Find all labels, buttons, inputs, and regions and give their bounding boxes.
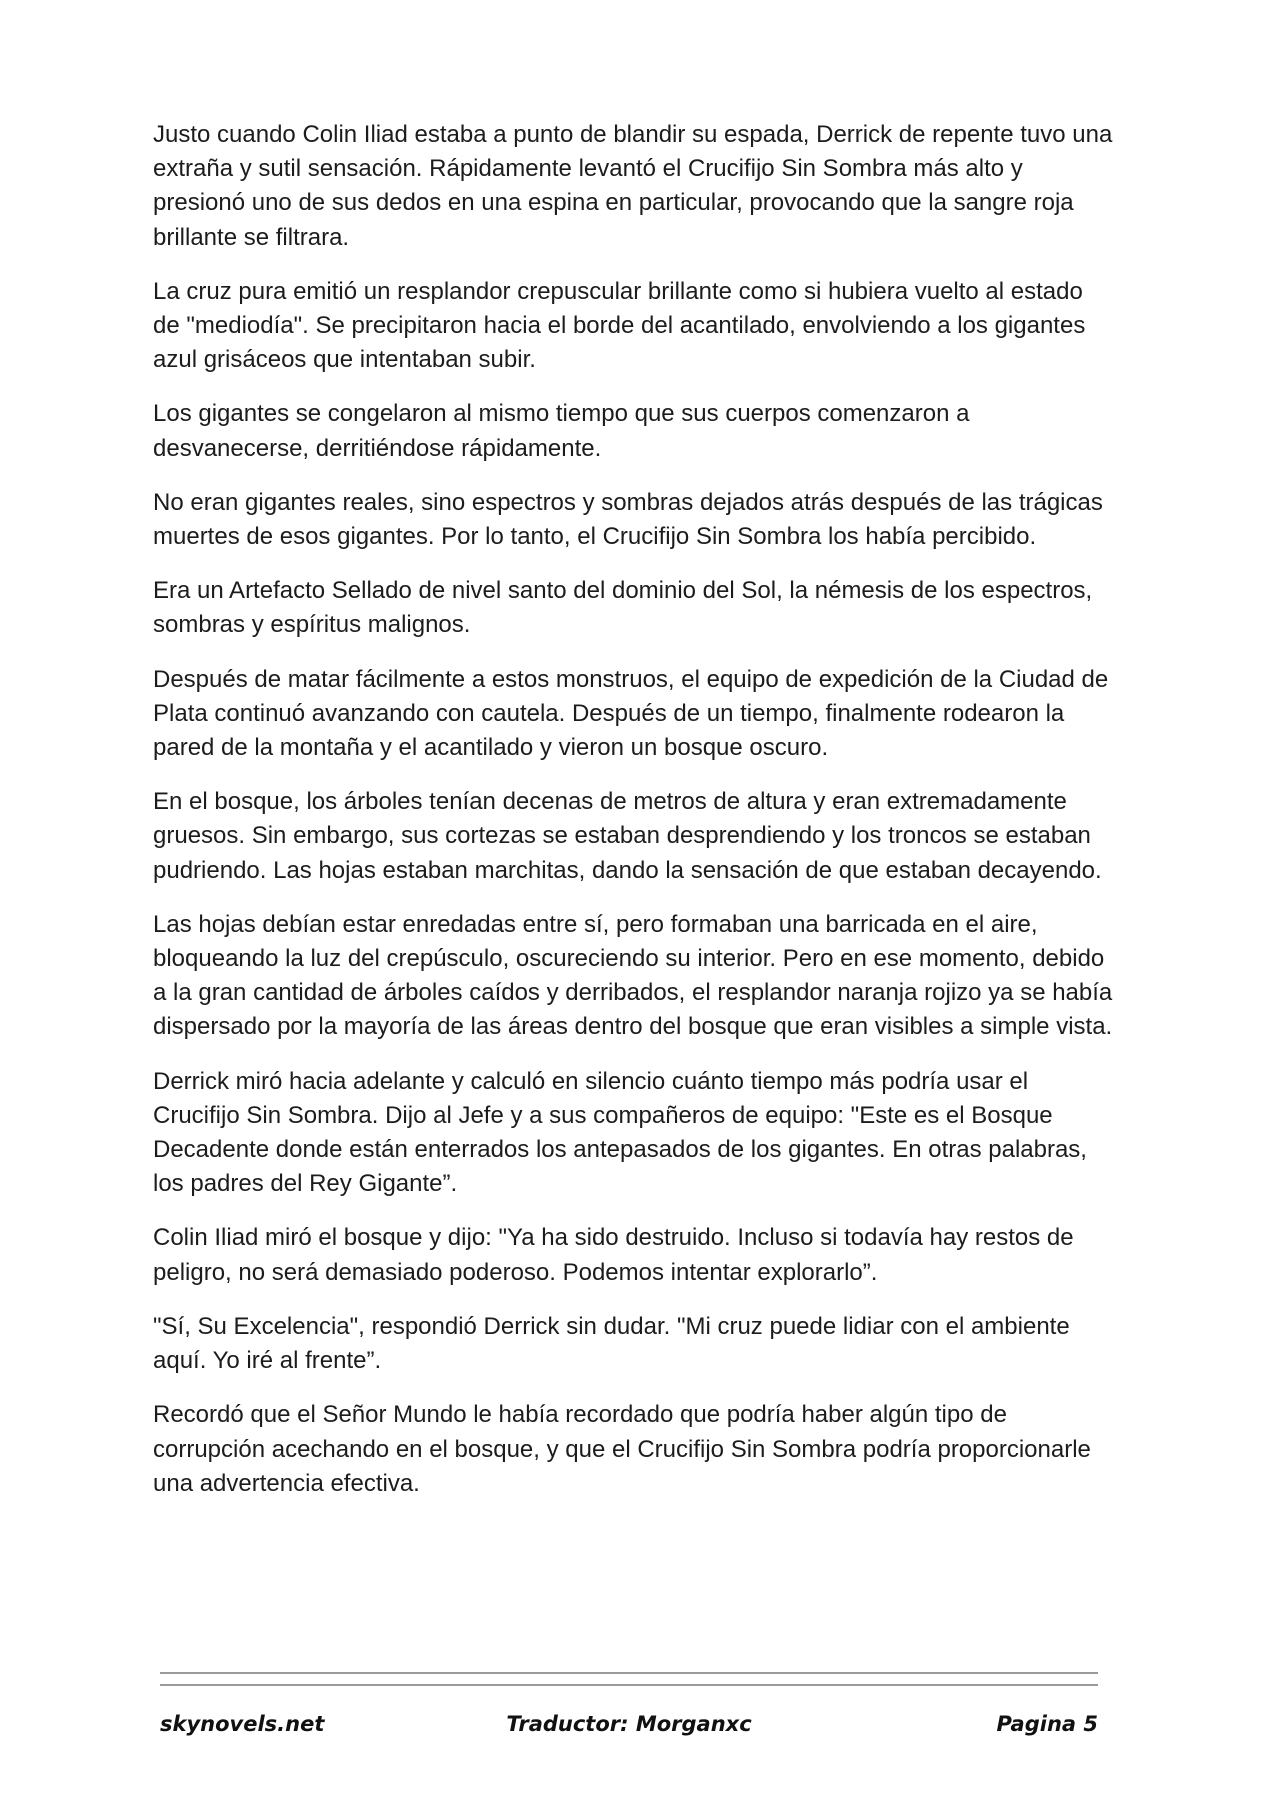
paragraph-4: No eran gigantes reales, sino espectros y sombras dejados atrás después de las trágicas muertes de esos gigantes. Por lo tanto, el Crucifijo Sin Sombra los había percibido.: [153, 488, 1103, 551]
footer-divider-top: [160, 1672, 1098, 1674]
footer-page-number: Pagina 5: [996, 1712, 1098, 1736]
footer-divider-bottom: [160, 1684, 1098, 1686]
footer-translator: Traductor: Morganxc: [506, 1712, 752, 1736]
paragraph-9: Derrick miró hacia adelante y calculó en silencio cuánto tiempo más podría usar el Crucifijo Sin Sombra. Dijo al Jefe y a sus compañeros de equipo: "Este es el Bosque Decadente donde están enterrados los antepasados de los gigantes. En otras palabras, los padres del Rey Gigante”.: [153, 1067, 1087, 1198]
paragraph-10: Colin Iliad miró el bosque y dijo: "Ya ha sido destruido. Incluso si todavía hay restos de peligro, no será demasiado poderoso. Podemos intentar explorarlo”.: [153, 1224, 1074, 1286]
paragraph-7: En el bosque, los árboles tenían decenas de metros de altura y eran extremadamente gruesos. Sin embargo, sus cortezas se estaban desprendiendo y los troncos se estaban pudriendo. Las hojas estaban marchitas, dando la sensación de que estaban decayendo.: [153, 788, 1102, 884]
footer-site: skynovels.net: [160, 1712, 325, 1736]
paragraph-1: Justo cuando Colin Iliad estaba a punto de blandir su espada, Derrick de repente tuvo una extraña y sutil sensación. Rápidamente levantó el Crucifijo Sin Sombra más alto y presionó uno de sus dedos en una espina en particular, provocando que la sangre roja brillante se filtrara.: [153, 121, 1113, 251]
paragraph-5: Era un Artefacto Sellado de nivel santo del dominio del Sol, la némesis de los espectros, sombras y espíritus malignos.: [153, 577, 1093, 639]
paragraph-3: Los gigantes se congelaron al mismo tiempo que sus cuerpos comenzaron a desvanecerse, derritiéndose rápidamente.: [153, 400, 970, 462]
paragraph-11: "Sí, Su Excelencia", respondió Derrick sin dudar. "Mi cruz puede lidiar con el ambiente aquí. Yo iré al frente”.: [153, 1312, 1070, 1375]
paragraph-8: Las hojas debían estar enredadas entre sí, pero formaban una barricada en el aire, bloqueando la luz del crepúsculo, oscureciendo su interior. Pero en ese momento, debido a la gran cantidad de árboles caídos y derribados, el resplandor naranja rojizo ya se había dispersado por la mayoría de las áreas dentro del bosque que eran visibles a simple vista.: [153, 910, 1113, 1041]
body-text: [153, 118, 1113, 1521]
page-footer: [160, 1712, 1098, 1742]
paragraph-6: Después de matar fácilmente a estos monstruos, el equipo de expedición de la Ciudad de Plata continuó avanzando con cautela. Después de un tiempo, finalmente rodearon la pared de la montaña y el acantilado y vieron un bosque oscuro.: [153, 665, 1109, 762]
paragraph-2: La cruz pura emitió un resplandor crepuscular brillante como si hubiera vuelto al estado de "mediodía". Se precipitaron hacia el borde del acantilado, envolviendo a los gigantes azul grisáceos que intentaban subir.: [153, 277, 1086, 374]
paragraph-12: Recordó que el Señor Mundo le había recordado que podría haber algún tipo de corrupción acechando en el bosque, y que el Crucifijo Sin Sombra podría proporcionarle una advertencia efectiva.: [153, 1401, 1091, 1497]
